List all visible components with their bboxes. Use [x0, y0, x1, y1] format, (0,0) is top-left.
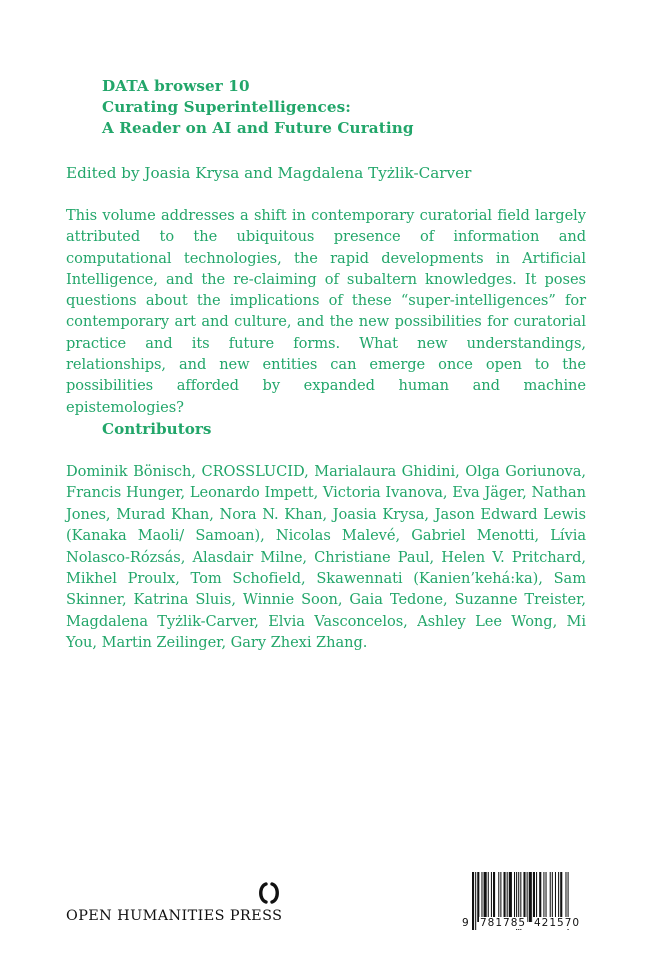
barcode-digits-right: 421570 — [534, 917, 581, 929]
barcode-digits — [462, 917, 587, 931]
book-subtitle: A Reader on AI and Future Curating — [102, 119, 414, 137]
barcode-bar — [514, 872, 515, 922]
barcode-bar — [481, 872, 482, 922]
barcode-bar — [493, 872, 495, 922]
series-title: DATA browser 10 — [102, 77, 250, 95]
description-paragraph: This volume addresses a shift in contemporary curatorial field largely attributed to the ubiquitous presence of information and computational technologies, the rapid developments in Artificial Intelligence, and the re-claiming of subaltern knowledges. It poses questions about the implications of these “super-intelligences” for contemporary art and culture, and the new possibilities for curatorial practice and its future forms. What new understandings, relationships, and new entities can emerge once open to the possibilities afforded by expanded human and machine epistemologies? — [66, 207, 586, 416]
parentheses-logo-icon — [256, 882, 282, 904]
barcode-bar — [527, 872, 528, 922]
barcode-bar — [477, 872, 479, 922]
editors-line: Edited by Joasia Krysa and Magdalena Tyżlik-Carver — [66, 164, 472, 182]
barcode-bar — [543, 872, 544, 922]
book-title: Curating Superintelligences: — [102, 98, 351, 116]
barcode-bar — [555, 872, 556, 922]
barcode-bar — [533, 872, 535, 922]
barcode-bar — [550, 872, 551, 922]
barcode-bar — [539, 872, 541, 922]
contributors-heading: Contributors — [102, 420, 212, 438]
barcode-bar — [507, 872, 508, 922]
barcode-bar — [552, 872, 553, 922]
barcode-bar — [523, 872, 525, 922]
title-block — [102, 76, 562, 139]
barcode-bar — [491, 872, 492, 922]
isbn-barcode — [462, 870, 587, 932]
barcode-bar — [558, 872, 559, 922]
publisher-name: OPEN HUMANITIES PRESS — [66, 908, 283, 924]
barcode-digit-first: 9 — [462, 917, 469, 929]
barcode-bar — [500, 872, 501, 922]
barcode-bar — [484, 872, 487, 922]
publisher — [66, 880, 286, 930]
barcode-bar — [498, 872, 499, 922]
barcode-bar — [509, 872, 512, 922]
contributors-list: Dominik Bönisch, CROSSLUCID, Marialaura Ghidini, Olga Goriunova, Francis Hunger, Leonardo Impett, Victoria Ivanova, Eva Jäger, Nathan Jones, Murad Khan, Nora N. Khan, Joasia Krysa, Jason Edward Lewis (Kanaka Maoli/ Samoan), Nicolas Malevé, Gabriel Menotti, Lívia Nolasco-Rózsás, Alasdair Milne, Christiane Paul, Helen V. Pritchard, Mikhel Proulx, Tom Schofield, Skawennati (Kanien’kehá:ka), Sam Skinner, Katrina Sluis, Winnie Soon, Gaia Tedone, Suzanne Treister, Magdalena Tyżlik-Carver, Elvia Vasconcelos, Ashley Lee Wong, Mi You, Martin Zeilinger, Gary Zhexi Zhang. — [66, 463, 586, 652]
barcode-bar — [536, 872, 537, 922]
barcode-bar — [529, 872, 532, 922]
barcode-bar — [546, 872, 547, 922]
barcode-bar — [565, 872, 566, 922]
barcode-bar — [488, 872, 489, 922]
barcode-bar — [504, 872, 506, 922]
barcode-bar — [560, 872, 562, 922]
barcode-digits-left: 781785 — [480, 917, 527, 929]
